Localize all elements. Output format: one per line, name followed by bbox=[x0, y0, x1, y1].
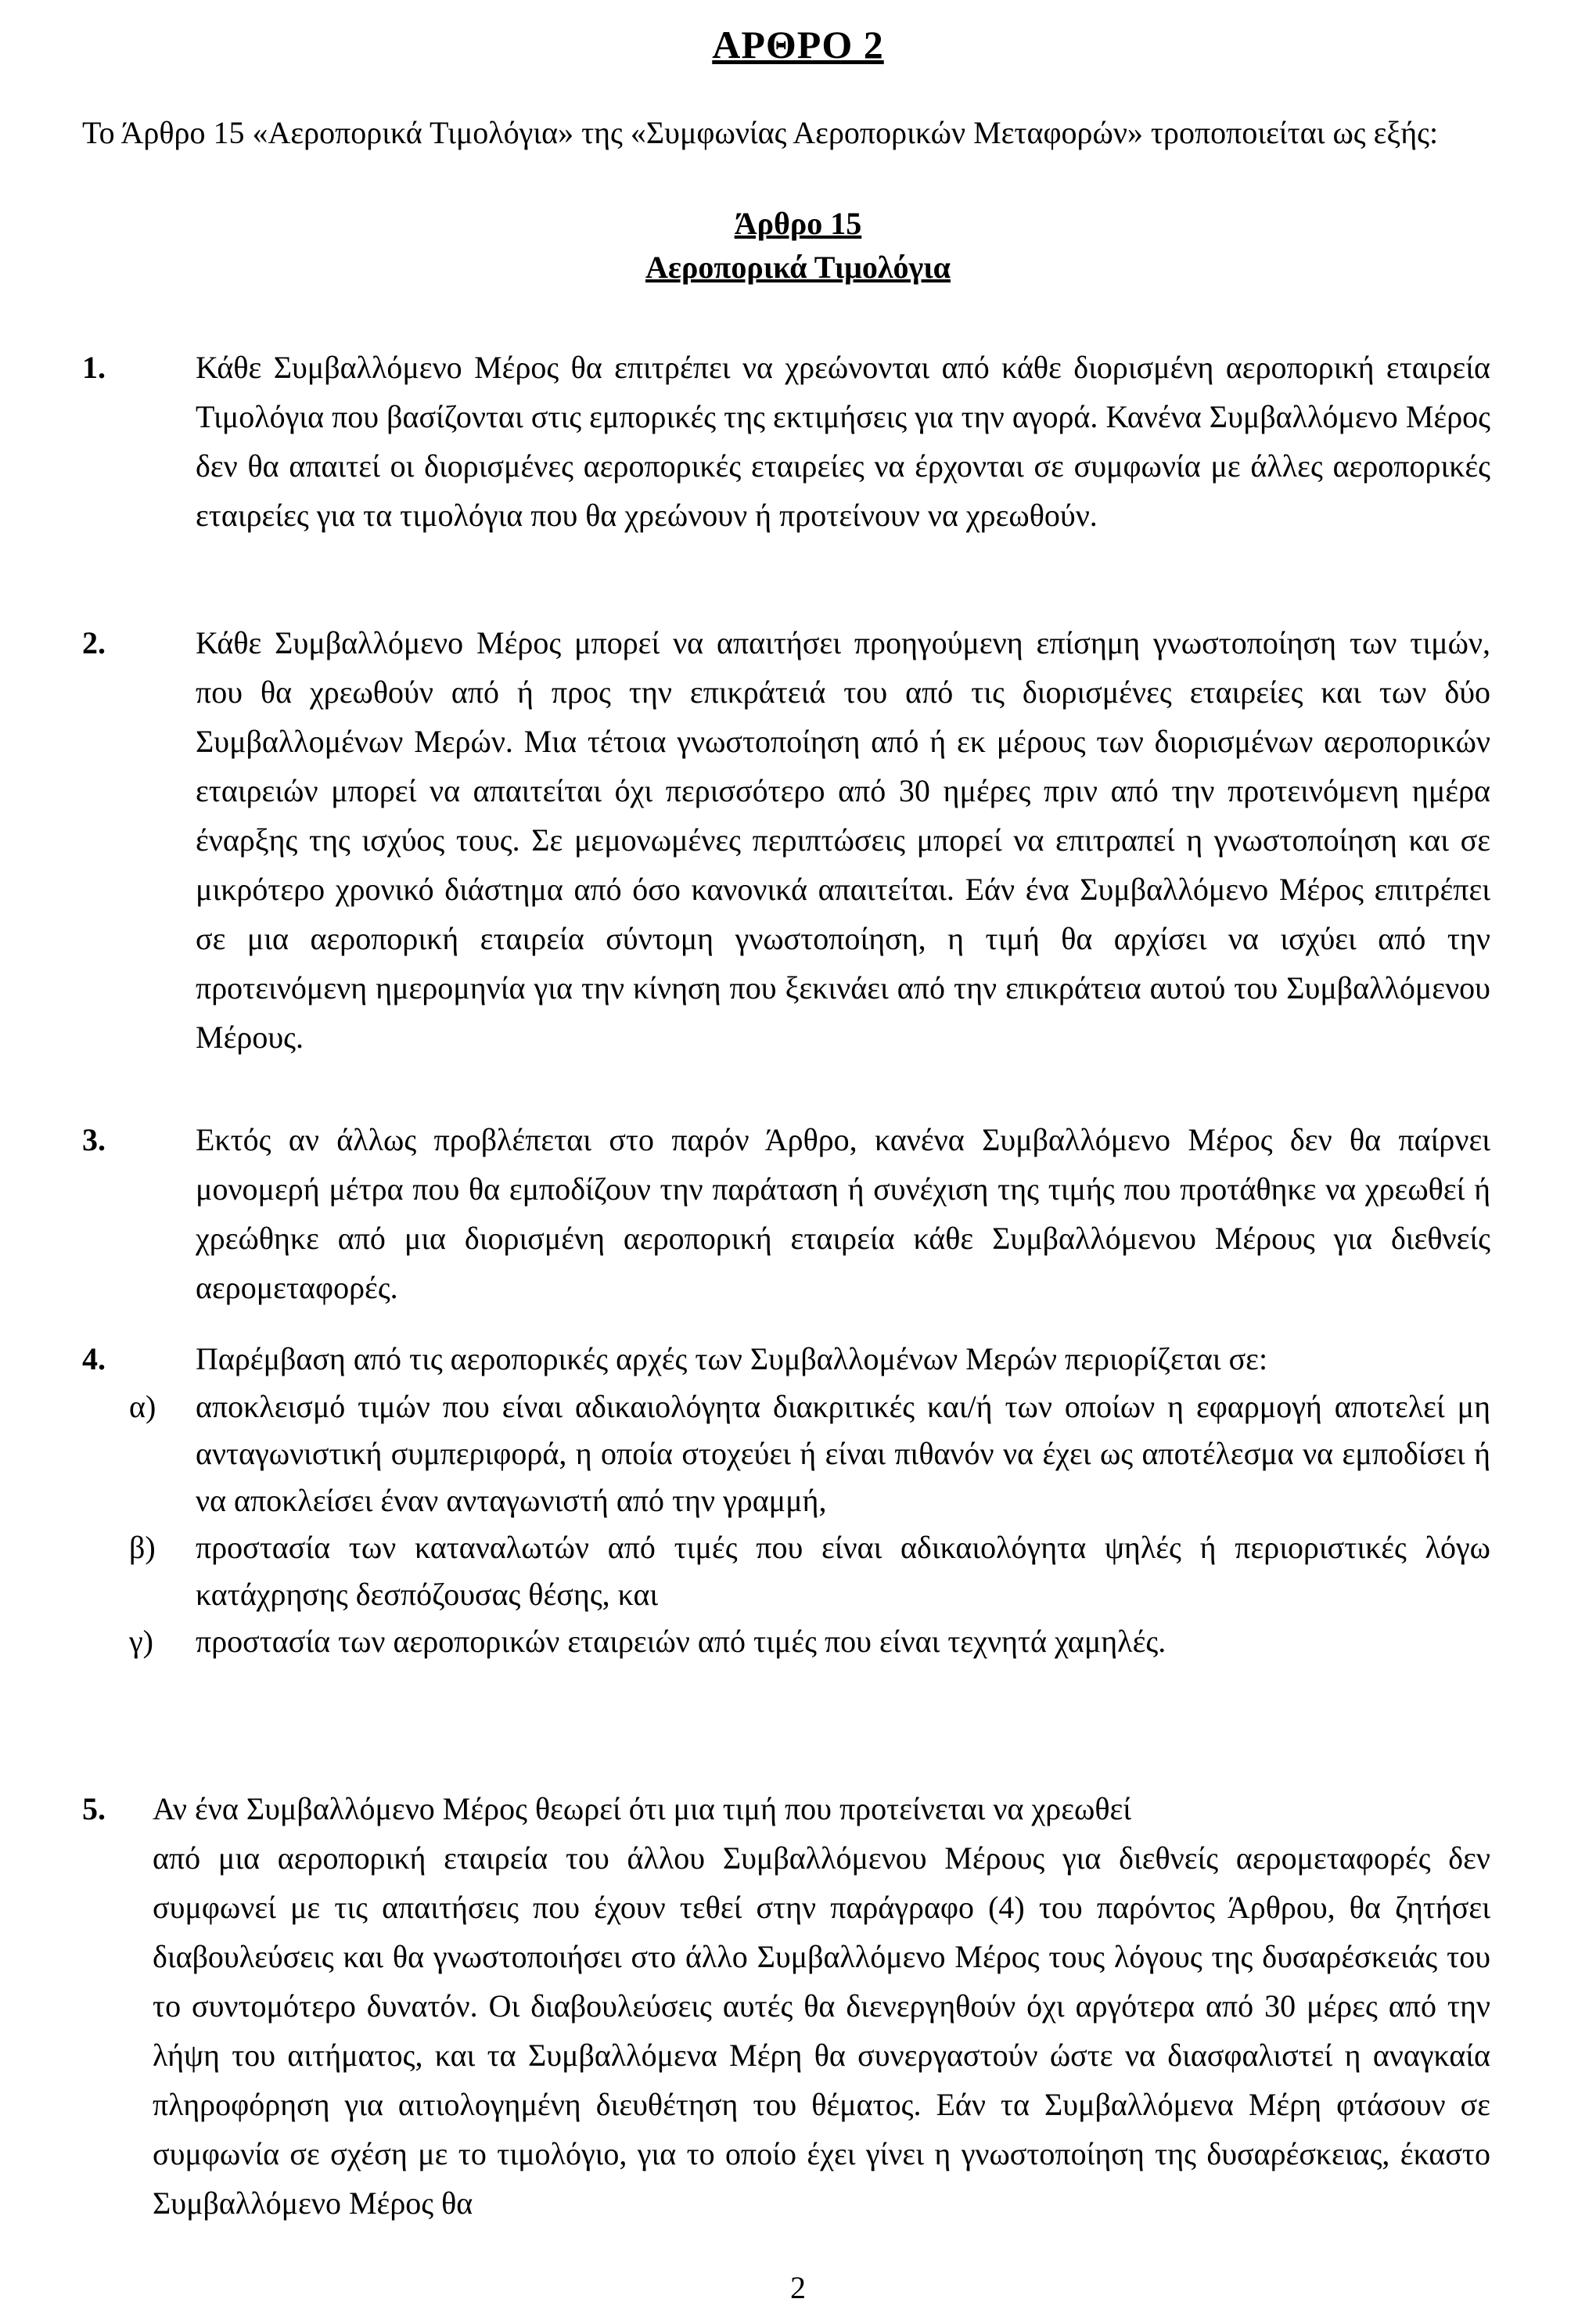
subitem-a bbox=[129, 1383, 1490, 1524]
paragraph-text: Εκτός αν άλλως προβλέπεται στο παρόν Άρθρο, κανένα Συμβαλλόμενο Μέρος δεν θα παίρνει μονομερή μέτρα που θα εμποδίζουν την παράταση ή συνέχιση της τιμής που προτάθηκε να χρεωθεί ή χρεώθηκε από μια διορισμένη αεροπορική εταιρεία κάθε Συμβαλλόμενου Μέρους για διεθνείς αερομεταφορές. bbox=[196, 1122, 1490, 1305]
document-title: ΑΡΘΡΟ 2 bbox=[712, 23, 884, 67]
paragraph-text: Κάθε Συμβαλλόμενο Μέρος μπορεί να απαιτήσει προηγούμενη επίσημη γνωστοποίηση των τιμών, που θα χρεωθούν από ή προς την επικράτειά του από τις διορισμένες εταιρείες και των δύο Συμβαλλομένων Μερών. Μια τέτοια γνωστοποίηση από ή εκ μέρους των διορισμένων αεροπορικών εταιρειών μπορεί να απαιτείται όχι περισσότερο από 30 ημέρες πριν από την προτεινόμενη ημέρα έναρξης της ισχύος τους. Σε μεμονωμένες περιπτώσεις μπορεί να επιτραπεί η γνωστοποίηση και σε μικρότερο χρονικό διάστημα από όσο κανονικά απαιτείται. Εάν ένα Συμβαλλόμενο Μέρος επιτρέπει σε μια αεροπορική εταιρεία σύντομη γνωστοποίηση, η τιμή θα αρχίσει να ισχύει από την προτεινόμενη ημερομηνία για την κίνηση που ξεκινάει από την επικράτεια αυτού του Συμβαλλόμενου Μέρους. bbox=[196, 625, 1490, 1055]
paragraph-number: 4. bbox=[82, 1341, 106, 1376]
subitem-label: α) bbox=[129, 1389, 156, 1424]
paragraph-text: Παρέμβαση από τις αεροπορικές αρχές των Συμβαλλομένων Μερών περιορίζεται σε: bbox=[196, 1341, 1268, 1376]
subitem-label: γ) bbox=[129, 1624, 153, 1659]
paragraph-5 bbox=[82, 1784, 1490, 2228]
subitem-text: αποκλεισμό τιμών που είναι αδικαιολόγητα διακριτικές και/ή των οποίων η εφαρμογή αποτελεί μη ανταγωνιστική συμπεριφορά, η οποία στοχεύει ή είναι πιθανόν να έχει ως αποτέλεσμα να εμποδίσει ή να αποκλείσει έναν ανταγωνιστή από την γραμμή, bbox=[196, 1389, 1490, 1518]
subitem-label: β) bbox=[129, 1530, 156, 1565]
intro-text: Το Άρθρο 15 «Αεροπορικά Τιμολόγια» της «Συμφωνίας Αεροπορικών Μεταφορών» τροποποιείται ως εξής: bbox=[82, 115, 1439, 150]
paragraph-1 bbox=[82, 343, 1490, 540]
paragraph-2 bbox=[82, 618, 1490, 1062]
subitem-c bbox=[129, 1618, 1490, 1665]
subitem-text: προστασία των αεροπορικών εταιρειών από τιμές που είναι τεχνητά χαμηλές. bbox=[196, 1624, 1166, 1659]
paragraph-text: από μια αεροπορική εταιρεία του άλλου Συμβαλλόμενου Μέρους για διεθνείς αερομεταφορές δεν συμφωνεί με τις απαιτήσεις που έχουν τεθεί στην παράγραφο (4) του παρόντος Άρθρου, θα ζητήσει διαβουλεύσεις και θα γνωστοποιήσει στο άλλο Συμβαλλόμενο Μέρος τους λόγους της δυσαρέσκειάς του το συντομότερο δυνατόν. Οι διαβουλεύσεις αυτές θα διενεργηθούν όχι αργότερα από 30 μέρες από την λήψη του αιτήματος, και τα Συμβαλλόμενα Μέρη θα συνεργαστούν ώστε να διασφαλιστεί η αναγκαία πληροφόρηση για αιτιολογημένη διευθέτηση του θέματος. Εάν τα Συμβαλλόμενα Μέρη φτάσουν σε συμφωνία σε σχέση με το τιμολόγιο, για το οποίο έχει γίνει η γνωστοποίηση της δυσαρέσκειας, έκαστο Συμβαλλόμενο Μέρος θα bbox=[153, 1840, 1490, 2221]
paragraph-number: 1. bbox=[82, 350, 106, 385]
paragraph-number: 3. bbox=[82, 1122, 106, 1157]
paragraph-first-line: Αν ένα Συμβαλλόμενο Μέρος θεωρεί ότι μια τιμή που προτείνεται να χρεωθεί bbox=[153, 1791, 1132, 1826]
subitem-text: προστασία των καταναλωτών από τιμές που είναι αδικαιολόγητα ψηλές ή περιοριστικές λόγω κατάχρησης δεσπόζουσας θέσης, και bbox=[196, 1530, 1490, 1612]
paragraph-number: 5. bbox=[82, 1791, 106, 1826]
subitem-b bbox=[129, 1524, 1490, 1618]
article-heading: Άρθρο 15 bbox=[734, 206, 862, 241]
paragraph-text: Κάθε Συμβαλλόμενο Μέρος θα επιτρέπει να χρεώνονται από κάθε διορισμένη αεροπορική εταιρεία Τιμολόγια που βασίζονται στις εμπορικές της εκτιμήσεις για την αγορά. Κανένα Συμβαλλόμενο Μέρος δεν θα απαιτεί οι διορισμένες αεροπορικές εταιρείες να έρχονται σε συμφωνία με άλλες αεροπορικές εταιρείες για τα τιμολόγια που θα χρεώνουν ή προτείνουν να χρεωθούν. bbox=[196, 350, 1490, 533]
paragraph-3 bbox=[82, 1115, 1490, 1312]
article-subheading: Αεροπορικά Τιμολόγια bbox=[645, 250, 951, 285]
page-number: 2 bbox=[790, 2270, 806, 2305]
paragraph-number: 2. bbox=[82, 625, 106, 660]
paragraph-4 bbox=[82, 1334, 1490, 1665]
